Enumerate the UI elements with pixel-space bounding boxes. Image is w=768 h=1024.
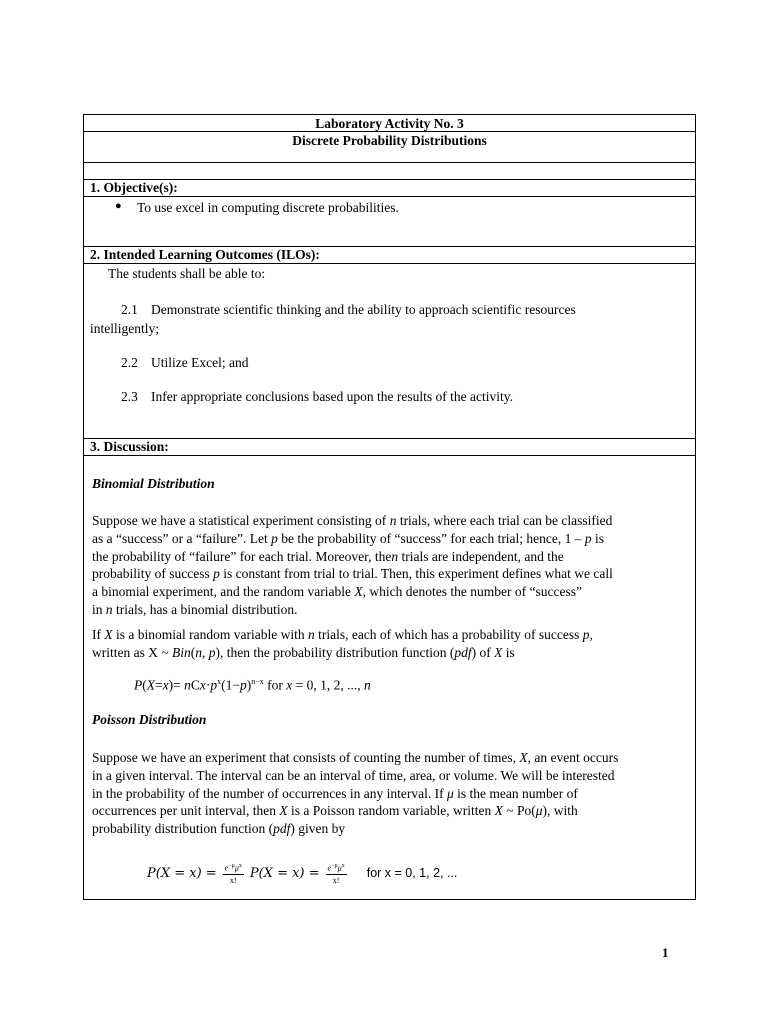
poisson-formula: [147, 861, 457, 886]
formula-fraction: [326, 861, 347, 886]
paragraph-line: in the probability of the number of occurrences in any interval. If μ is the mean number of: [92, 785, 578, 801]
ilos-heading-row: [84, 247, 695, 264]
ilo-number: 2.3: [121, 389, 138, 404]
ilos-intro: The students shall be able to:: [108, 266, 266, 281]
paragraph-line: the probability of “failure” for each trial. Moreover, then trials are independent, and the: [92, 548, 564, 564]
formula-superscript: n−x: [251, 677, 264, 686]
title-row: [84, 115, 695, 132]
paragraph-line: in a given interval. The interval can be an interval of time, area, or volume. We will be interested: [92, 767, 615, 783]
binomial-pdf-paragraph: [92, 626, 685, 662]
fraction-numerator: $e^{-\mu}\mu^x$: [224, 863, 242, 873]
bullet-icon: ●: [115, 200, 122, 212]
ilo-number: 2.2: [121, 355, 138, 370]
objectives-heading-row: [84, 180, 695, 197]
poisson-paragraph: [92, 749, 685, 838]
document-subtitle: Discrete Probability Distributions: [292, 133, 487, 148]
binomial-title: Binomial Distribution: [92, 476, 215, 491]
ilo-number: 2.1: [121, 302, 138, 317]
paragraph-line: If X is a binomial random variable with n trials, each of which has a probability of success p,: [92, 627, 593, 642]
ilo-text-continued: intelligently;: [90, 321, 159, 336]
formula-fraction: [223, 861, 244, 886]
paragraph-line: a binomial experiment, and the random variable X, which denotes the number of “success”: [92, 584, 582, 600]
paragraph-line: Suppose we have an experiment that consists of counting the number of times, X, an event occurs: [92, 750, 619, 765]
paragraph-line: Suppose we have a statistical experiment consisting of n trials, where each trial can be classified: [92, 513, 613, 528]
ilo-text: Demonstrate scientific thinking and the ability to approach scientific resources: [151, 302, 576, 317]
ilo-text: Utilize Excel; and: [151, 355, 249, 370]
spacer-row: [84, 163, 695, 180]
discussion-content-row: [84, 456, 695, 899]
paragraph-line: in n trials, has a binomial distribution.: [92, 601, 298, 617]
formula-range: for x = 0, 1, 2, ...: [366, 866, 458, 880]
fraction-numerator: $e^{-\mu}\mu^x$: [327, 863, 345, 873]
formula-superscript: x: [217, 677, 222, 686]
binomial-paragraph: [92, 512, 685, 619]
ilos-heading: 2. Intended Learning Outcomes (ILOs):: [90, 247, 320, 262]
discussion-heading-row: [84, 439, 695, 456]
poisson-title: Poisson Distribution: [92, 712, 207, 727]
formula-lhs: P(X = x) =: [147, 866, 217, 881]
paragraph-line: probability distribution function (pdf) given by: [92, 821, 346, 837]
objectives-content-row: [84, 197, 695, 247]
paragraph-line: probability of success p is constant from trial to trial. Then, this experiment defines what we call: [92, 566, 613, 582]
fraction-denominator: x!: [229, 875, 237, 885]
formula-lhs: P(X = x) =: [249, 866, 320, 881]
document-title: Laboratory Activity No. 3: [315, 116, 464, 131]
paragraph-line: written as X ~ Bin(n, p), then the probability distribution function (pdf) of X is: [92, 644, 515, 660]
ilo-text: Infer appropriate conclusions based upon the results of the activity.: [151, 389, 514, 404]
ilos-content-row: [84, 264, 695, 439]
page-number: 1: [662, 945, 669, 960]
objectives-heading: 1. Objective(s):: [90, 180, 178, 195]
fraction-denominator: x!: [332, 875, 340, 885]
activity-table: [83, 114, 696, 900]
binomial-formula: $P(X=x)= nCx\cdot p^x(1-p)^{n-x}$ for x = 0, 1, 2, ..., n: [134, 677, 371, 693]
paragraph-line: as a “success” or a “failure”. Let p be the probability of “success” for each trial; hence, 1 – p is: [92, 530, 605, 546]
objective-item: To use excel in computing discrete probabilities.: [137, 200, 399, 215]
paragraph-line: occurrences per unit interval, then X is a Poisson random variable, written X ~ Po(μ), with: [92, 803, 578, 819]
discussion-heading: 3. Discussion:: [90, 439, 169, 454]
subtitle-row: [84, 132, 695, 163]
